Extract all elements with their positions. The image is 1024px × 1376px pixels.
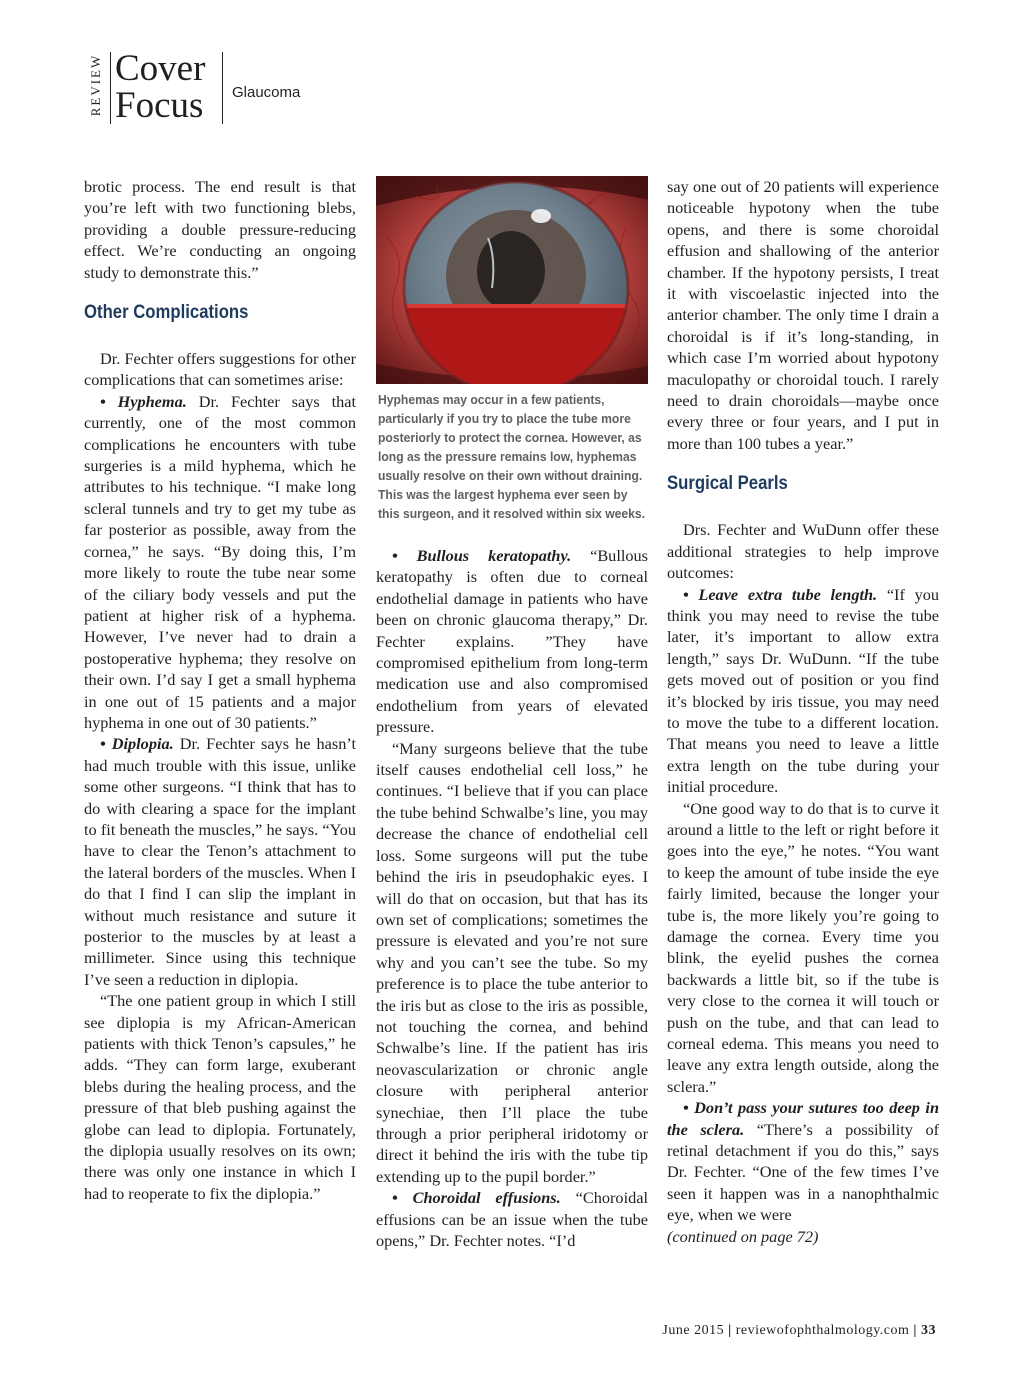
hyphema-eye-photo — [376, 176, 648, 384]
eye-illustration — [376, 176, 648, 384]
section-heading: Other Complications — [84, 302, 249, 324]
run-in-head: • Bullous keratopathy. — [392, 546, 572, 565]
header-divider — [222, 52, 223, 124]
issue-date: June 2015 — [662, 1323, 725, 1338]
header-divider — [110, 52, 111, 124]
paragraph: say one out of 20 patients will experience noticeable hypotony when the tube opens, and there is some choroidal effusion and shallowing of the anterior chamber. If the hypotony persists, I treat it with viscoelastic injected into the anterior chamber. The only time I drain a choroidal is if it’s long-standing, in which case I’m worried about hypotony maculopathy or choroidal touch. I rarely need to drain choroidals—maybe once every three or four years, and I put in more than 100 tubes a year.” — [667, 177, 939, 453]
paragraph: • Diplopia. Dr. Fechter says he hasn’t had much trouble with this issue, unlike some other surgeons. “I think that has to do with clearing a space for the implant to fit beneath the muscles,” he says. “You have to clear the Tenon’s attachment to the lateral borders of the muscles. When I do that I find I can slip the implant in without much resistance and suture it posterior to the muscles by at least a millimeter. Since using this technique I’ve seen a reduction in diplopia. — [84, 734, 356, 989]
review-label: REVIEW — [88, 53, 103, 117]
paragraph: Drs. Fechter and WuDunn offer these additional strategies to help improve outcomes: — [667, 520, 939, 583]
continued-note: (continued on page 72) — [667, 1226, 819, 1246]
paragraph: Dr. Fechter offers suggestions for other complications that can sometimes arise: — [84, 349, 356, 390]
paragraph: “One good way to do that is to curve it around a little to the left or right before it goes into the eye,” he notes. “You want to keep the amount of tube inside the eye fairly limited, because the longer your tube is, the more likely you’re going to damage the cornea. Every time you blink, the eyelid pushes the cornea backwards a little bit, so if the tube is very close to the cornea it will touch or push on the tube, and that can lead to corneal edema. This means you need to leave any extra length outside, along the sclera.” — [667, 798, 939, 1096]
topic-label: Glaucoma — [232, 84, 301, 101]
paragraph: • Don’t pass your sutures too deep in the sclera. “There’s a possibility of retinal detachment if you do this,” says Dr. Fechter. “One of the few times I’ve seen it happen was in a nanophthalmic eye, when we were — [667, 1098, 940, 1225]
paragraph: “Many surgeons believe that the tube itself causes endothelial cell loss,” he continues. “I believe that if you can place the tube behind Schwalbe’s line, you may decrease the chance of endothelial cell loss. Some surgeons will put the tube behind the iris in pseudophakic eyes. I will do that on occasion, but that has its own set of complications; sometimes the pressure is elevated and you’re not sure why and you can’t see the tube. So my preference is to place the tube anterior to the iris but as close to the iris as possible, not touching the cornea, and behind Schwalbe’s line. If the patient has iris neovascularization or chronic angle closure with peripheral anterior synechiae, then I’ll place the tube through a prior peripheral iridotomy or direct it behind the iris with the tube tip extending up to the pupil border.” — [376, 738, 648, 1186]
column-2 — [376, 176, 648, 1251]
paragraph: • Bullous keratopathy. “Bullous keratopathy is often due to corneal endothelial damage in patients who have been on chronic glaucoma therapy,” Dr. Fechter explains. ”They have compromised epithelium from long-term medication use and also compromised endothelium from years of elevated pressure. — [376, 546, 648, 737]
section-heading: Surgical Pearls — [667, 473, 788, 495]
run-in-head: • Hyphema. — [100, 391, 187, 411]
cover-focus-title: Cover Focus — [115, 48, 206, 126]
run-in-head: • Choroidal effusions. — [392, 1188, 561, 1208]
paragraph: • Choroidal effusions. “Choroidal effusions can be an issue when the tube opens,” Dr. Fechter notes. “I’d — [376, 1188, 648, 1250]
page-number: 33 — [921, 1323, 936, 1338]
paragraph: • Hyphema. Dr. Fechter says that currently, one of the most common complications he encounters with tube surgeries is a mild hyphema, which he attributes to his technique. “I make long scleral tunnels and try to get my tube as far posterior as possible, away from the cornea,” he says. “By doing this, I’m more likely to route the tube near some of the ciliary body vessels and put the patient at higher risk of a hyphema. However, I’ve never had to drain a postoperative hyphema; they resolve on their own. I’d say I get a small hyphema in one out of 15 patients and a major hyphema in one out of 30 patients.” — [84, 391, 357, 732]
photo-caption: Hyphemas may occur in a few patients, particularly if you try to place the tube more posteriorly to protect the cornea. However, as long as the pressure remains low, hyphemas usually resolve on their own without draining. This was the largest hyphema ever seen by this surgeon, and it resolved within six weeks. — [378, 392, 645, 521]
run-in-head: • Diplopia. — [100, 734, 174, 754]
paragraph: • Leave extra tube length. “If you think you may need to revise the tube later, it’s important to allow extra length,” says Dr. WuDunn. “If the tube gets moved out of position or you find it’s blocked by iris tissue, you may need to move the tube to a different location. That means you need to leave a little extra length on the tube during your initial procedure. — [667, 584, 939, 797]
column-1 — [84, 176, 356, 1204]
page-footer: June 2015 | reviewofophthalmology.com | 33 — [662, 1323, 936, 1338]
website: reviewofophthalmology.com — [735, 1323, 910, 1338]
paragraph: brotic process. The end result is that you’re left with two functioning blebs, providing a double pressure-reducing effect. We’re conducting an ongoing study to demonstrate this.” — [84, 177, 356, 282]
run-in-head: • Don’t pass your sutures too deep in the sclera. — [667, 1098, 939, 1139]
column-3 — [667, 176, 939, 1247]
run-in-head: • Leave extra tube length. — [683, 584, 878, 604]
paragraph: “The one patient group in which I still see diplopia is my African-American patients with thick Tenon’s capsules,” he adds. “They can form large, exuberant blebs during the healing process, and the pressure of that bleb pushing against the globe can lead to diplopia. Fortunately, the diplopia usually resolves on its own; there was only one instance in which I had to reoperate to fix the diplopia.” — [84, 991, 356, 1203]
